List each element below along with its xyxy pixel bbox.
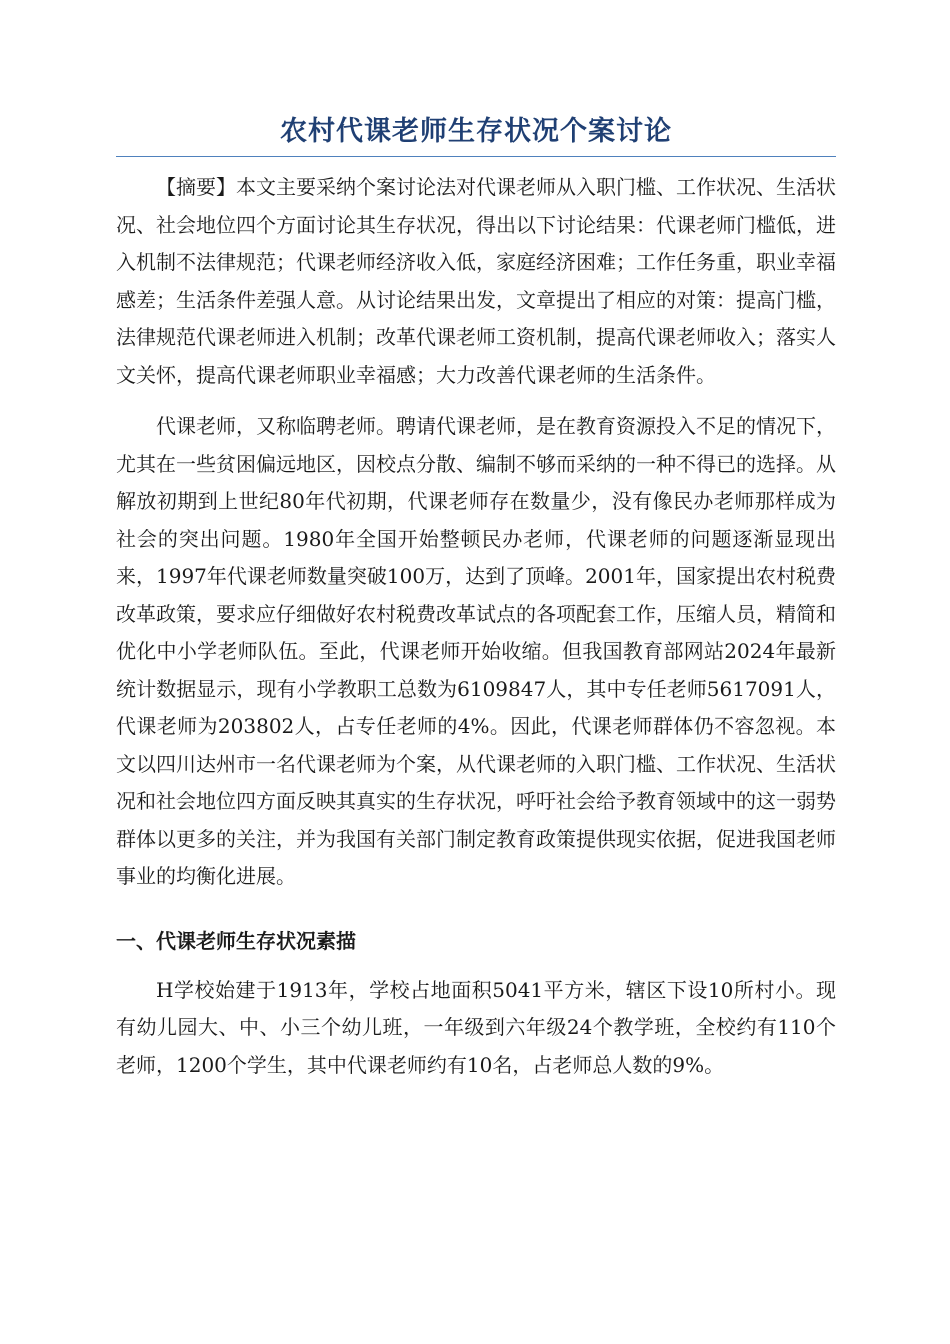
document-title: 农村代课老师生存状况个案讨论 [116, 110, 836, 157]
section-paragraph: H学校始建于1913年，学校占地面积5041平方米，辖区下设10所村小。现有幼儿园大、中、小三个幼儿班，一年级到六年级24个教学班，全校约有110个老师，1200个学生，其中代课老师约有10名，占老师总人数的9%。 [116, 977, 836, 1077]
document-page [116, 110, 836, 1084]
intro-paragraph: 代课老师，又称临聘老师。聘请代课老师，是在教育资源投入不足的情况下，尤其在一些贫困偏远地区，因校点分散、编制不够而采纳的一种不得已的选择。从解放初期到上世纪80年代初期，代课老师存在数量少，没有像民办老师那样成为社会的突出问题。1980年全国开始整顿民办老师，代课老师的问题逐渐显现出来，1997年代课老师数量突破100万，达到了顶峰。2001年，国家提出农村税费改革政策，要求应仔细做好农村税费改革试点的各项配套工作，压缩人员，精简和优化中小学老师队伍。至此，代课老师开始收缩。但我国教育部网站2024年最新统计数据显示，现有小学教职工总数为6109847人，其中专任老师5617091人，代课老师为203802人，占专任老师的4%。因此，代课老师群体仍不容忽视。本文以四川达州市一名代课老师为个案，从代课老师的入职门槛、工作状况、生活状况和社会地位四方面反映其真实的生存状况，呼吁社会给予教育领域中的这一弱势群体以更多的关注，并为我国有关部门制定教育政策提供现实依据，促进我国老师事业的均衡化进展。 [116, 414, 836, 888]
abstract-paragraph: 【摘要】本文主要采纳个案讨论法对代课老师从入职门槛、工作状况、生活状况、社会地位四个方面讨论其生存状况，得出以下讨论结果：代课老师门槛低，进入机制不法律规范；代课老师经济收入低，家庭经济困难；工作任务重，职业幸福感差；生活条件差强人意。从讨论结果出发，文章提出了相应的对策：提高门槛，法律规范代课老师进入机制；改革代课老师工资机制，提高代课老师收入；落实人文关怀，提高代课老师职业幸福感；大力改善代课老师的生活条件。 [116, 175, 836, 387]
section-heading: 一、代课老师生存状况素描 [116, 928, 356, 953]
